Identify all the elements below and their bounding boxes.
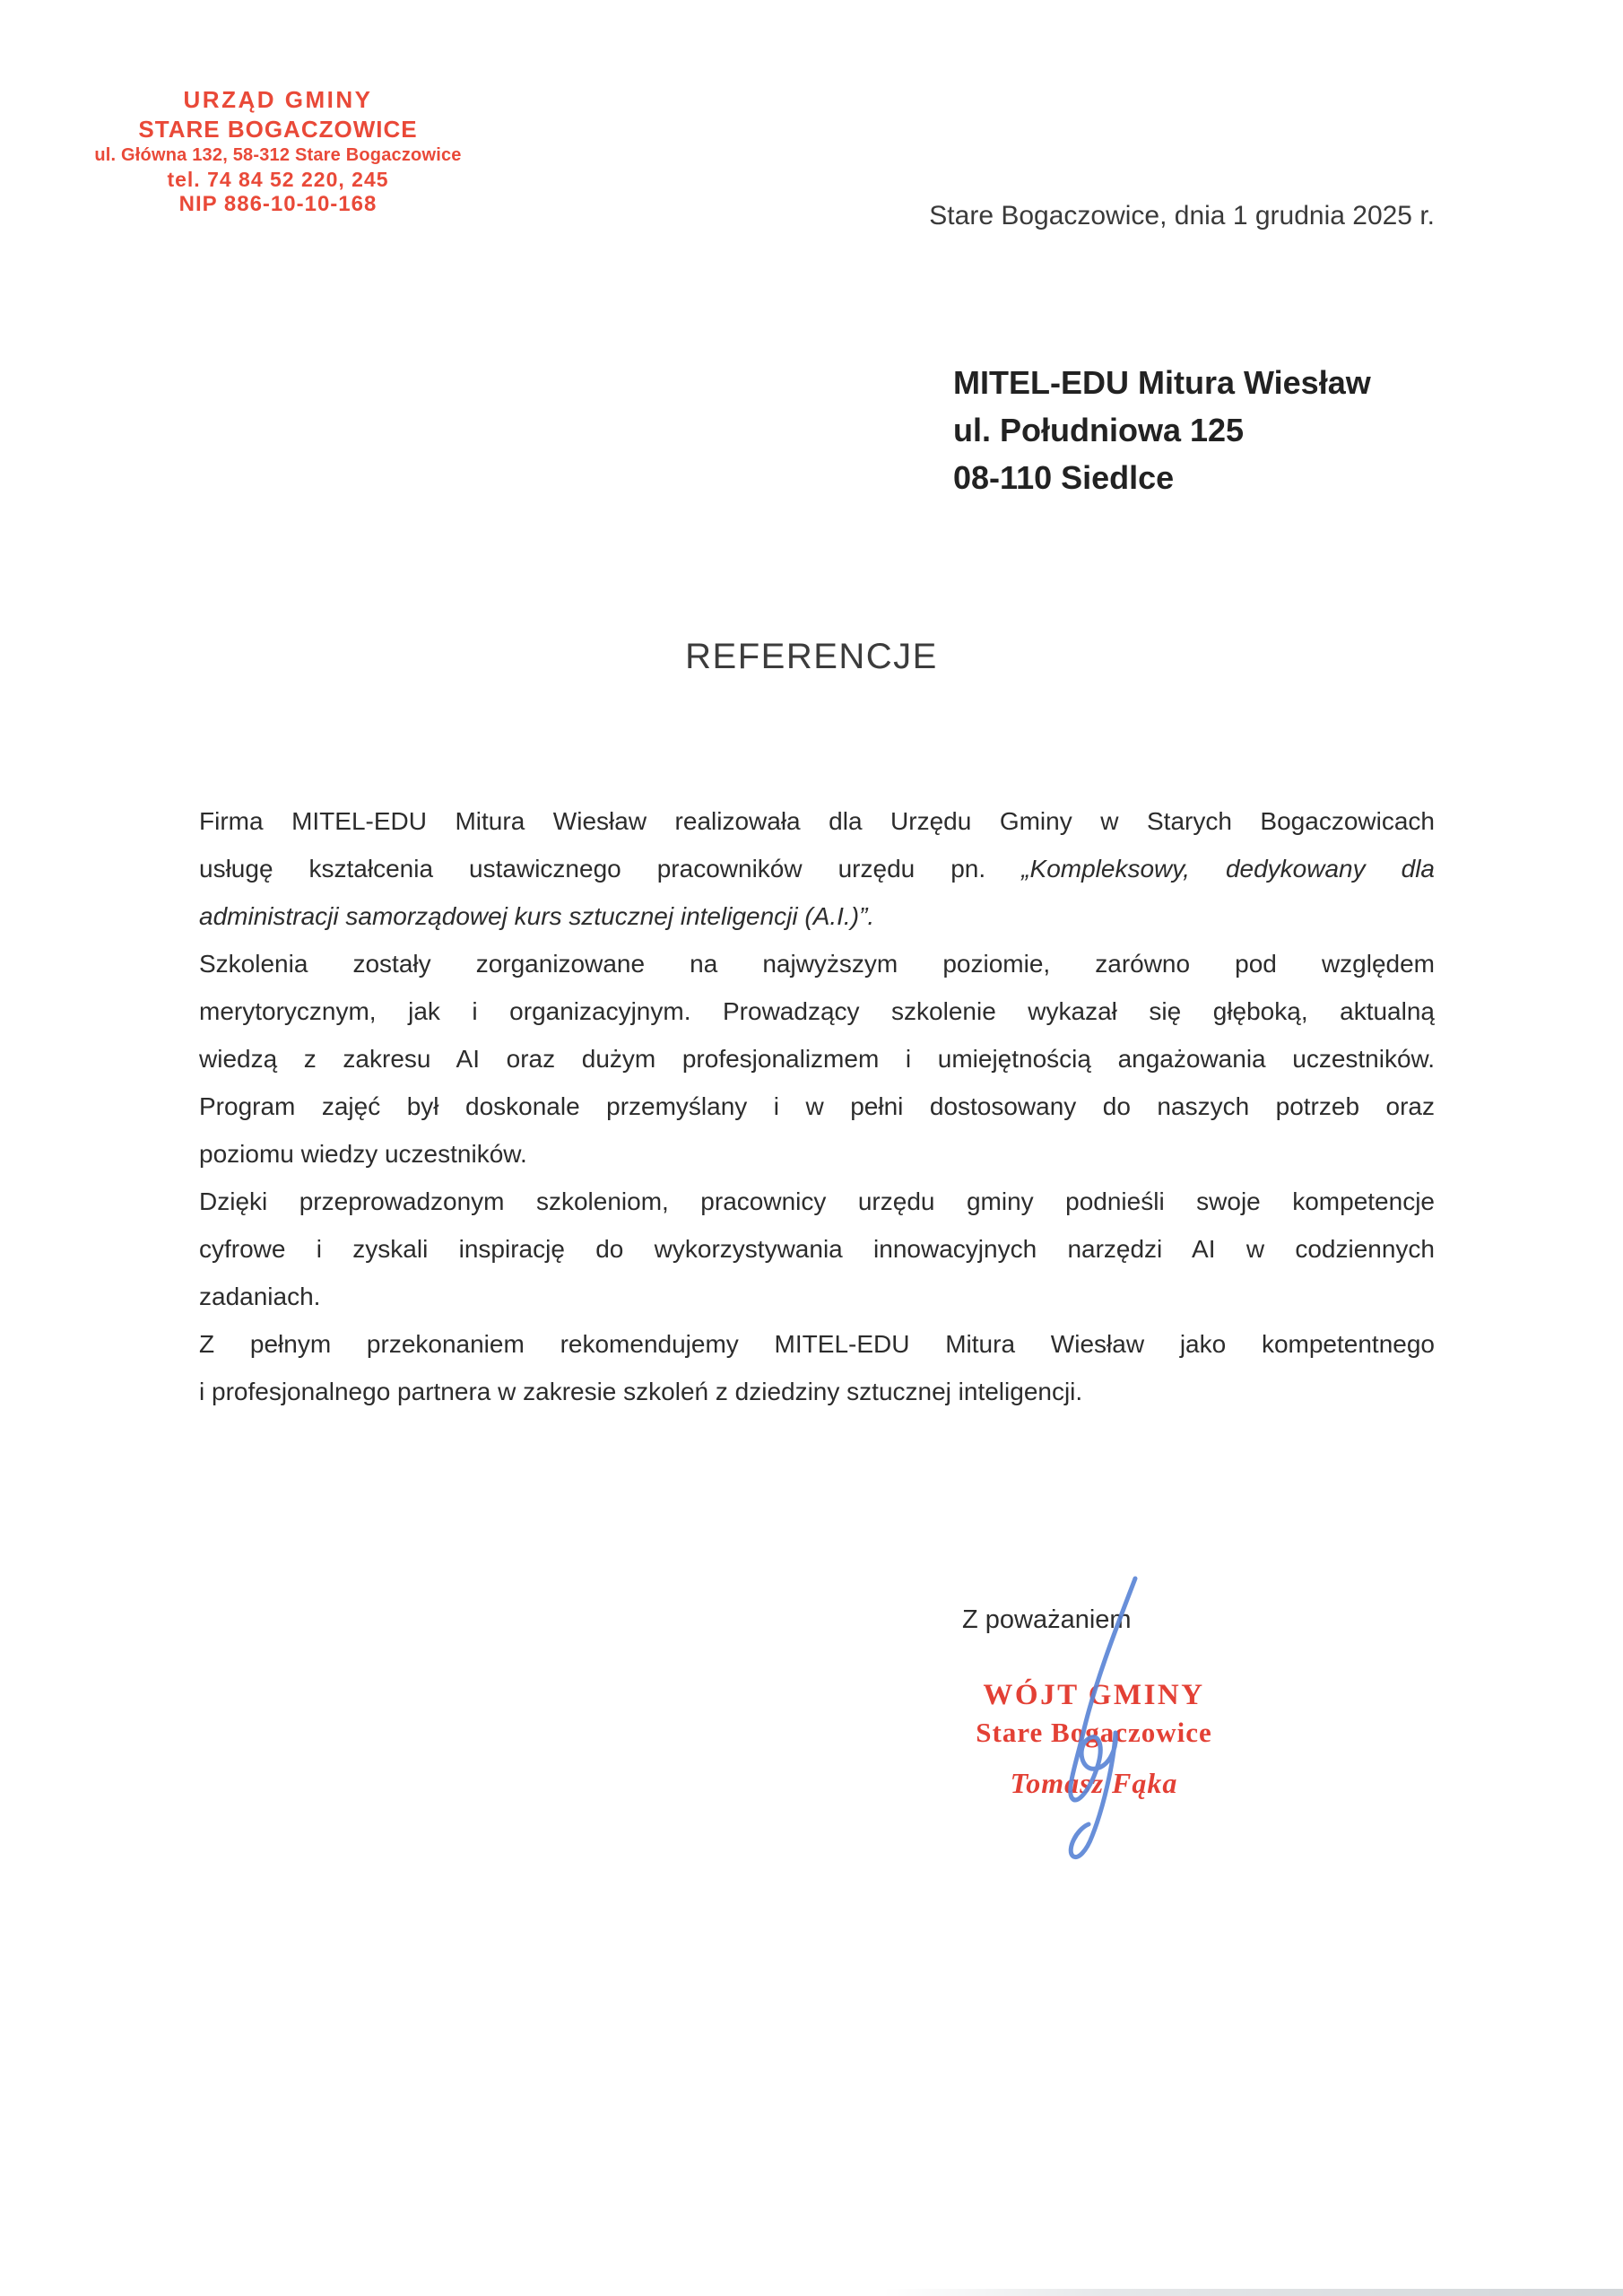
mayor-stamp bbox=[915, 1675, 1273, 1800]
body-line bbox=[199, 1273, 1435, 1320]
letter-body bbox=[199, 797, 1435, 1415]
mayor-municipality: Stare Bogaczowice bbox=[976, 1717, 1212, 1748]
body-line-italic: administracji samorządowej kurs sztucznej inteligencji (A.I.)”. bbox=[199, 902, 875, 930]
body-line-text: Z pełnym przekonaniem rekomendujemy MITEL-EDU Mitura Wiesław jako kompetentnego bbox=[199, 1330, 1435, 1358]
body-line-text: cyfrowe i zyskali inspirację do wykorzystywania innowacyjnych narzędzi AI w codziennych bbox=[199, 1235, 1435, 1263]
body-line bbox=[199, 1320, 1435, 1368]
body-line bbox=[199, 845, 1435, 892]
sender-stamp-municipality: STARE BOGACZOWICE bbox=[138, 116, 418, 143]
date-line: Stare Bogaczowice, dnia 1 grudnia 2025 r. bbox=[929, 201, 1435, 230]
sender-stamp bbox=[76, 84, 480, 217]
body-line bbox=[199, 1178, 1435, 1225]
body-line bbox=[199, 940, 1435, 987]
sender-stamp-address: ul. Główna 132, 58-312 Stare Bogaczowice bbox=[94, 145, 462, 165]
mayor-title: WÓJT GMINY bbox=[983, 1679, 1205, 1711]
letter-title: REFERENCJE bbox=[685, 637, 938, 676]
body-line bbox=[199, 987, 1435, 1035]
body-line-text: poziomu wiedzy uczestników. bbox=[199, 1140, 527, 1168]
body-line bbox=[199, 892, 1435, 940]
mayor-name: Tomasz Fąka bbox=[1010, 1767, 1178, 1799]
recipient-city: 08-110 Siedlce bbox=[953, 459, 1175, 496]
body-line-text: zadaniach. bbox=[199, 1283, 321, 1310]
body-line-text: Dzięki przeprowadzonym szkoleniom, pracownicy urzędu gminy podnieśli swoje kompetencje bbox=[199, 1187, 1435, 1215]
body-line-text: Szkolenia zostały zorganizowane na najwyższym poziomie, zarówno pod względem bbox=[199, 950, 1435, 978]
body-line bbox=[199, 1368, 1435, 1415]
body-line-italic: „Kompleksowy, dedykowany dla bbox=[1021, 855, 1435, 883]
recipient-block bbox=[953, 359, 1371, 501]
body-line-text: Program zajęć był doskonale przemyślany i w pełni dostosowany do naszych potrzeb oraz bbox=[199, 1092, 1435, 1120]
body-line-text: Firma MITEL-EDU Mitura Wiesław realizowała dla Urzędu Gminy w Starych Bogaczowicach bbox=[199, 807, 1435, 835]
sender-stamp-nip: NIP 886-10-10-168 bbox=[178, 192, 378, 216]
recipient-street: ul. Południowa 125 bbox=[953, 412, 1245, 448]
sender-stamp-phone: tel. 74 84 52 220, 245 bbox=[167, 168, 389, 191]
body-line-text: usługę kształcenia ustawicznego pracowników urzędu pn. bbox=[199, 855, 1022, 883]
body-line-text: i profesjonalnego partnera w zakresie szkoleń z dziedziny sztucznej inteligencji. bbox=[199, 1378, 1083, 1405]
closing-salutation: Z poważaniem bbox=[962, 1605, 1132, 1634]
scan-edge-artifact bbox=[883, 2289, 1623, 2296]
body-line bbox=[199, 1083, 1435, 1130]
body-line-text: merytorycznym, jak i organizacyjnym. Prowadzący szkolenie wykazał się głęboką, aktualną bbox=[199, 997, 1435, 1025]
body-line bbox=[199, 797, 1435, 845]
sender-stamp-office: URZĄD GMINY bbox=[183, 86, 373, 113]
body-line bbox=[199, 1130, 1435, 1178]
body-line bbox=[199, 1225, 1435, 1273]
body-line-text: wiedzą z zakresu AI oraz dużym profesjonalizmem i umiejętnością angażowania uczestników. bbox=[199, 1045, 1435, 1073]
body-line bbox=[199, 1035, 1435, 1083]
recipient-name: MITEL-EDU Mitura Wiesław bbox=[953, 364, 1371, 401]
